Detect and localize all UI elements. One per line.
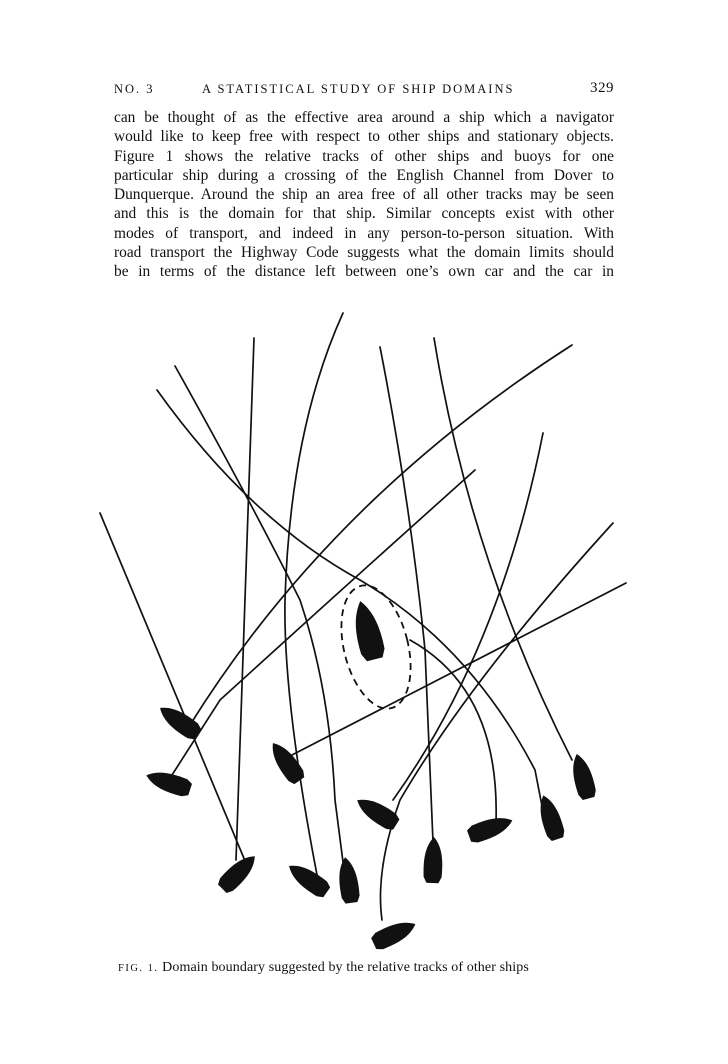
ship-icon bbox=[370, 916, 420, 952]
body-paragraph bbox=[114, 108, 614, 282]
ship-icon bbox=[265, 738, 307, 786]
running-head bbox=[114, 82, 614, 102]
track-line bbox=[100, 513, 248, 868]
ship-icon bbox=[466, 812, 516, 845]
ship-tracks-diagram bbox=[0, 290, 728, 970]
text-line: particular ship during a crossing of the English Channel from Dover to bbox=[114, 166, 614, 184]
track-line bbox=[236, 338, 254, 860]
text-line: Dunquerque. Around the ship an area free of all other tracks may be seen bbox=[114, 186, 614, 204]
track-line bbox=[172, 470, 475, 775]
text-line: and this is the domain for that ship. Similar concepts exist with other bbox=[114, 205, 614, 223]
track-line bbox=[175, 366, 343, 862]
own-ship-icon bbox=[348, 598, 386, 662]
ship-icon bbox=[336, 856, 361, 904]
ship-icon bbox=[534, 792, 566, 842]
ship-icon bbox=[143, 766, 193, 798]
track-line bbox=[410, 640, 496, 822]
figure-caption bbox=[118, 960, 618, 976]
issue-number: NO. 3 bbox=[114, 82, 155, 96]
ship-icon bbox=[216, 850, 262, 896]
text-line: would like to keep free with respect to other ships and stationary objects. bbox=[114, 128, 614, 146]
track-line bbox=[157, 390, 542, 806]
figure-label: FIG. 1. bbox=[118, 963, 159, 974]
track-line bbox=[380, 347, 433, 842]
text-line: Figure 1 shows the relative tracks of other ships and buoys for one bbox=[114, 147, 614, 165]
text-line: be in terms of the distance left between one’s own car and the car in bbox=[114, 263, 614, 281]
text-line: can be thought of as the effective area around a ship which a navigator bbox=[114, 109, 614, 126]
ship-icon bbox=[423, 837, 443, 884]
text-line: road transport the Highway Code suggests what the domain limits should bbox=[114, 244, 614, 262]
ship-icon bbox=[155, 700, 203, 742]
track-line bbox=[290, 583, 626, 756]
page-number: 329 bbox=[590, 80, 614, 96]
figure-ship-domain bbox=[0, 290, 728, 970]
caption-text: Domain boundary suggested by the relative tracks of other ships bbox=[162, 960, 529, 975]
running-title: A STATISTICAL STUDY OF SHIP DOMAINS bbox=[202, 82, 515, 96]
ship-icon bbox=[284, 858, 332, 900]
text-line: modes of transport, and indeed in any person-to-person situation. With bbox=[114, 224, 614, 242]
